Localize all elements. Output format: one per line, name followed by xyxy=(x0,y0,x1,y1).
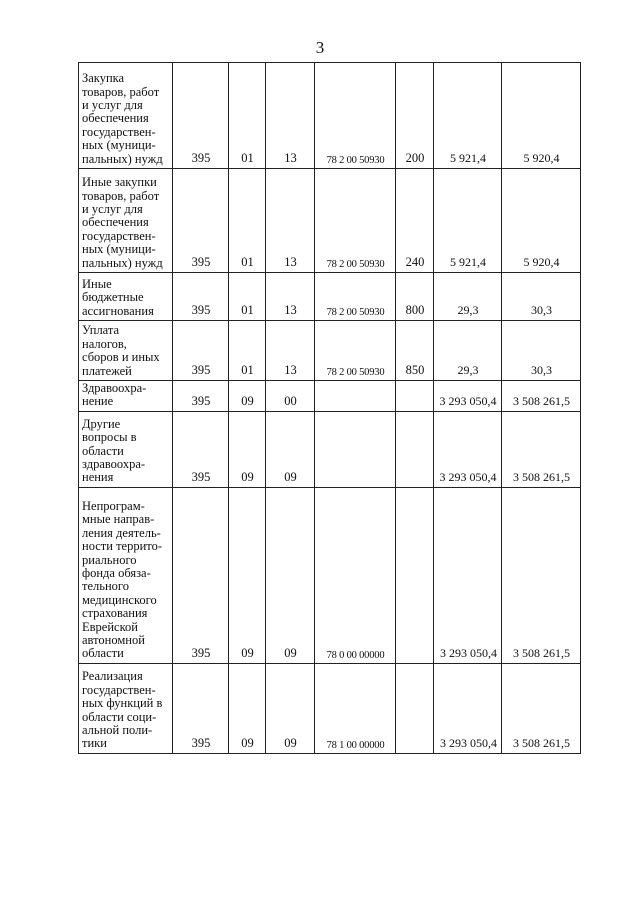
expense-type: 240 xyxy=(396,169,434,273)
amount-year2: 30,3 xyxy=(502,321,581,381)
subsection-code: 13 xyxy=(266,321,315,381)
section-code: 09 xyxy=(229,663,266,753)
section-code: 01 xyxy=(229,321,266,381)
amount-year2: 5 920,4 xyxy=(502,63,581,169)
section-code: 09 xyxy=(229,381,266,412)
subsection-code: 13 xyxy=(266,63,315,169)
row-name: Уплата налогов, сборов и иных платежей xyxy=(79,321,173,381)
ministry-code: 395 xyxy=(173,663,229,753)
amount-year1: 3 293 050,4 xyxy=(434,663,502,753)
amount-year2: 30,3 xyxy=(502,273,581,321)
row-name: Реализация государствен- ных функций в области соци- альной поли- тики xyxy=(79,663,173,753)
ministry-code: 395 xyxy=(173,381,229,412)
section-code: 01 xyxy=(229,63,266,169)
row-name: Иные закупки товаров, работ и услуг для обеспечения государствен- ных (муници- пальных) нужд xyxy=(79,169,173,273)
table-row xyxy=(79,273,581,321)
ministry-code: 395 xyxy=(173,487,229,663)
amount-year1: 5 921,4 xyxy=(434,63,502,169)
expense-type xyxy=(396,663,434,753)
amount-year2: 3 508 261,5 xyxy=(502,381,581,412)
amount-year2: 3 508 261,5 xyxy=(502,663,581,753)
target-article xyxy=(315,381,396,412)
amount-year1: 29,3 xyxy=(434,273,502,321)
amount-year2: 3 508 261,5 xyxy=(502,487,581,663)
section-code: 09 xyxy=(229,487,266,663)
page-number: 3 xyxy=(315,38,325,57)
section-code: 01 xyxy=(229,273,266,321)
amount-year2: 3 508 261,5 xyxy=(502,411,581,487)
amount-year1: 29,3 xyxy=(434,321,502,381)
row-name: Другие вопросы в области здравоохра- нения xyxy=(79,411,173,487)
table-row xyxy=(79,63,581,169)
expense-type: 850 xyxy=(396,321,434,381)
ministry-code: 395 xyxy=(173,321,229,381)
table-row xyxy=(79,381,581,412)
section-code: 09 xyxy=(229,411,266,487)
amount-year2: 5 920,4 xyxy=(502,169,581,273)
target-article: 78 2 00 50930 xyxy=(315,273,396,321)
amount-year1: 3 293 050,4 xyxy=(434,411,502,487)
amount-year1: 3 293 050,4 xyxy=(434,487,502,663)
table-row xyxy=(79,411,581,487)
target-article: 78 2 00 50930 xyxy=(315,169,396,273)
ministry-code: 395 xyxy=(173,63,229,169)
target-article: 78 2 00 50930 xyxy=(315,63,396,169)
subsection-code: 09 xyxy=(266,411,315,487)
target-article: 78 0 00 00000 xyxy=(315,487,396,663)
table-row xyxy=(79,321,581,381)
subsection-code: 09 xyxy=(266,487,315,663)
section-code: 01 xyxy=(229,169,266,273)
expense-type: 200 xyxy=(396,63,434,169)
subsection-code: 00 xyxy=(266,381,315,412)
target-article xyxy=(315,411,396,487)
row-name: Закупка товаров, работ и услуг для обеспечения государствен- ных (муници- пальных) нужд xyxy=(79,63,173,169)
subsection-code: 13 xyxy=(266,273,315,321)
table-row xyxy=(79,487,581,663)
subsection-code: 13 xyxy=(266,169,315,273)
row-name: Здравоохра- нение xyxy=(79,381,173,412)
table-row xyxy=(79,663,581,753)
expense-type xyxy=(396,381,434,412)
target-article: 78 2 00 50930 xyxy=(315,321,396,381)
expense-type: 800 xyxy=(396,273,434,321)
row-name: Непрограм- мные направ- ления деятель- ности террито- риального фонда обяза- тельного медицинского страхования Еврейской автономной области xyxy=(79,487,173,663)
subsection-code: 09 xyxy=(266,663,315,753)
row-name: Иные бюджетные ассигнования xyxy=(79,273,173,321)
amount-year1: 3 293 050,4 xyxy=(434,381,502,412)
table-row xyxy=(79,169,581,273)
ministry-code: 395 xyxy=(173,273,229,321)
ministry-code: 395 xyxy=(173,411,229,487)
target-article: 78 1 00 00000 xyxy=(315,663,396,753)
amount-year1: 5 921,4 xyxy=(434,169,502,273)
ministry-code: 395 xyxy=(173,169,229,273)
expense-type xyxy=(396,487,434,663)
budget-table xyxy=(78,62,581,754)
expense-type xyxy=(396,411,434,487)
